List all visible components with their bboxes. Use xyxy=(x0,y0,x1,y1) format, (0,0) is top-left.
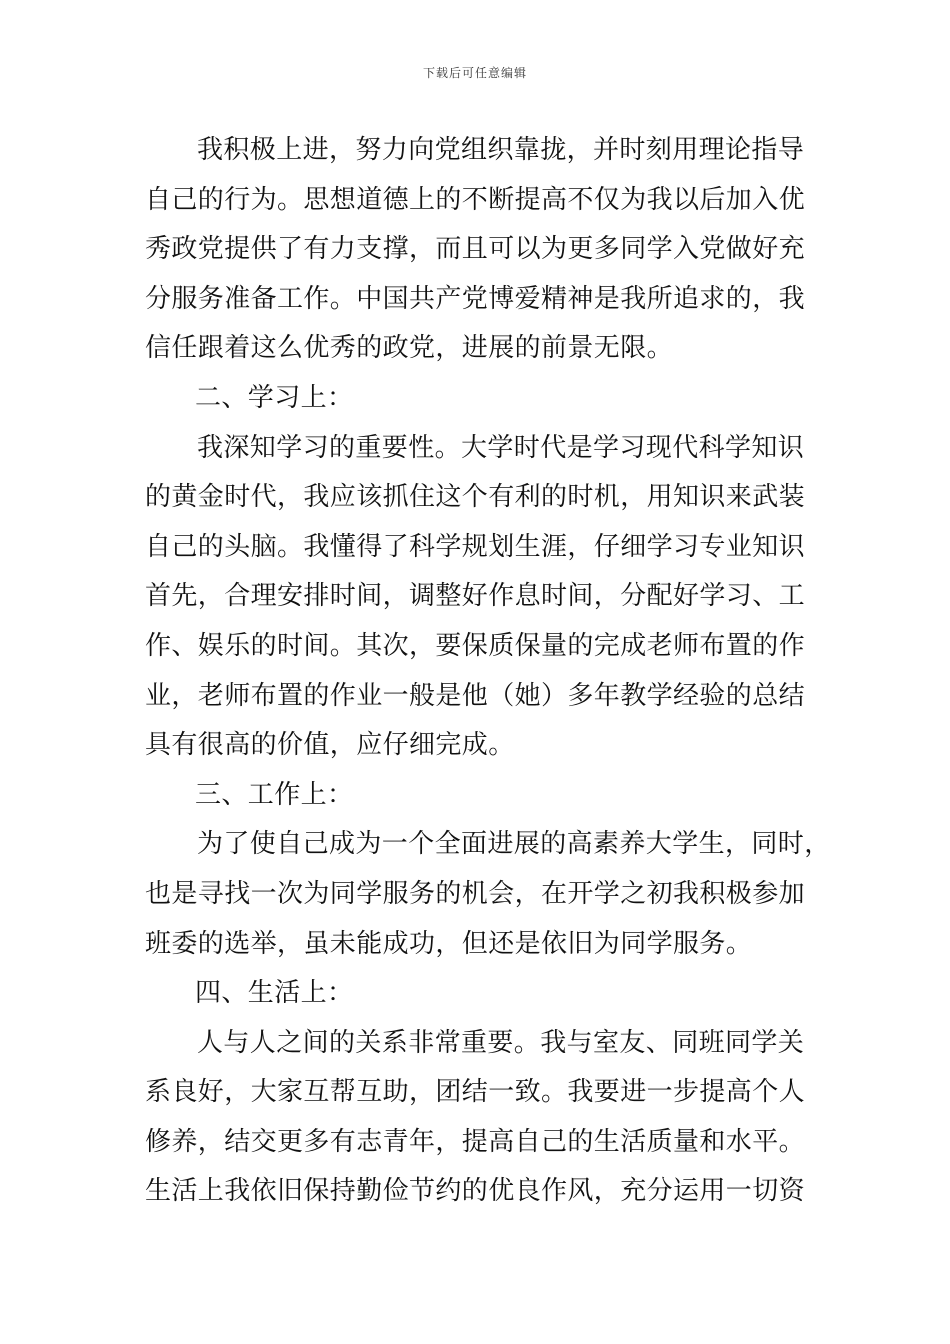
paragraph-line: 为了使自己成为一个全面进展的高素养大学生，同时， xyxy=(197,829,831,860)
document-body xyxy=(145,126,831,1217)
paragraph-line: 的黄金时代，我应该抓住这个有利的时机，用知识来武装 xyxy=(145,482,806,513)
paragraph-line: 首先，合理安排时间，调整好作息时间，分配好学习、工 xyxy=(145,581,806,612)
paragraph-line: 秀政党提供了有力支撑，而且可以为更多同学入党做好充 xyxy=(145,234,806,265)
paragraph-line: 我积极上进，努力向党组织靠拢，并时刻用理论指导 xyxy=(197,135,805,165)
section-heading: 二、学习上： xyxy=(195,382,354,413)
section-heading: 三、工作上： xyxy=(195,779,354,810)
paragraph-line: 我深知学习的重要性。大学时代是学习现代科学知识 xyxy=(197,432,805,463)
paragraph-line: 信任跟着这么优秀的政党，进展的前景无限。 xyxy=(145,333,674,364)
paragraph-line: 系良好，大家互帮互助，团结一致。我要进一步提高个人 xyxy=(145,1077,806,1108)
paragraph-line: 自己的头脑。我懂得了科学规划生涯，仔细学习专业知识 xyxy=(145,531,806,562)
paragraph-line: 分服务准备工作。中国共产党博爱精神是我所追求的，我 xyxy=(145,283,806,314)
paragraph-line: 具有很高的价值，应仔细完成。 xyxy=(145,730,515,761)
section-heading: 四、生活上： xyxy=(195,978,354,1009)
paragraph-line: 自己的行为。思想道德上的不断提高不仅为我以后加入优 xyxy=(145,184,806,215)
paragraph-line: 人与人之间的关系非常重要。我与室友、同班同学关 xyxy=(197,1027,805,1058)
paragraph-line: 作、娱乐的时间。其次，要保质保量的完成老师布置的作 xyxy=(145,630,806,661)
paragraph-line: 班委的选举，虽未能成功，但还是依旧为同学服务。 xyxy=(145,928,753,959)
header-note: 下载后可任意编辑 xyxy=(422,66,527,80)
paragraph-line: 修养，结交更多有志青年，提高自己的生活质量和水平。 xyxy=(145,1126,806,1157)
paragraph-line: 生活上我依旧保持勤俭节约的优良作风，充分运用一切资 xyxy=(145,1176,806,1207)
paragraph-line: 业，老师布置的作业一般是他（她）多年教学经验的总结 xyxy=(145,680,806,711)
paragraph-line: 也是寻找一次为同学服务的机会，在开学之初我积极参加 xyxy=(145,878,806,909)
